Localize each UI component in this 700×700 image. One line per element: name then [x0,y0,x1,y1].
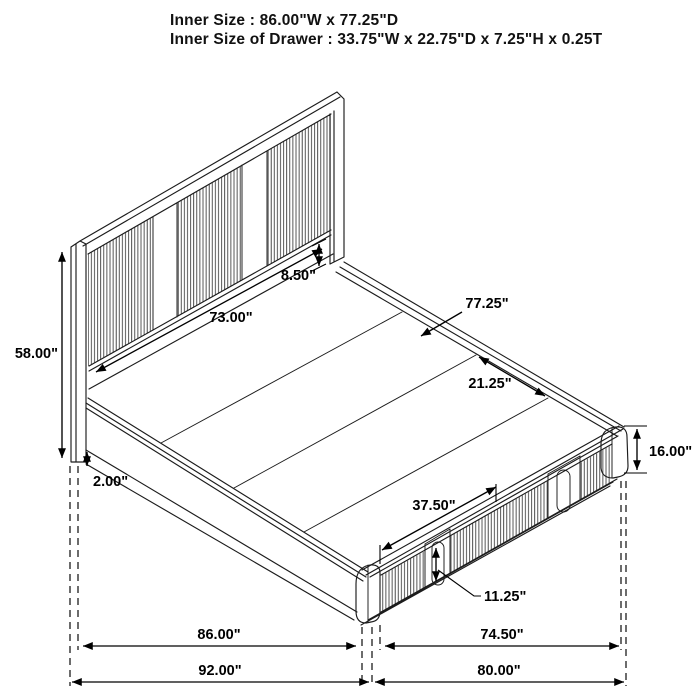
dim-platform-depth [421,296,509,336]
dim-inner-width [83,627,356,646]
platform-plank-lines [161,312,548,532]
dim-panel-width-label: 73.00" [209,310,253,326]
headboard-slat-panel-left [88,217,153,366]
drawer-handle-right [557,470,570,512]
drawer-slat-panel-left [382,551,425,612]
dim-plank-depth-label: 21.25" [468,376,512,392]
headboard-slat-panel-right [267,114,331,266]
dim-plank-depth [468,357,545,396]
left-rail-lines [86,403,366,620]
dim-overall-width [72,663,369,682]
dim-footboard-inner-width-label: 74.50" [480,627,524,643]
dim-rail-height-label: 8.50" [280,268,316,284]
dim-overall-depth-label: 80.00" [477,663,521,679]
dim-headboard-height-label: 58.00" [14,346,58,362]
dim-footboard-inner-width [385,627,619,646]
dim-overall-width-label: 92.00" [198,663,242,679]
dim-overall-depth [375,663,624,682]
figure-title [170,12,603,48]
dim-side-rail-height-label: 16.00" [649,444,693,460]
dim-inner-width-label: 86.00" [197,627,241,643]
dim-side-rail-height [637,429,692,470]
dim-base-clearance-label: 2.00" [93,474,129,490]
headboard-slat-panel-center [177,165,242,317]
title-line-2: Inner Size of Drawer : 33.75"W x 22.75"D x 7.25"H x 0.25T [170,31,603,48]
left-side-rail [86,403,366,620]
dim-headboard-height [15,252,62,458]
title-line-1: Inner Size : 86.00"W x 77.25"D [170,12,399,29]
platform-rim-lines [88,262,624,577]
dim-drawer-section-width-label: 37.50" [412,498,456,514]
dim-platform-depth-label: 77.25" [465,296,509,312]
dim-drawer-front-height-label: 11.25" [484,589,527,605]
bed-platform [88,262,624,577]
